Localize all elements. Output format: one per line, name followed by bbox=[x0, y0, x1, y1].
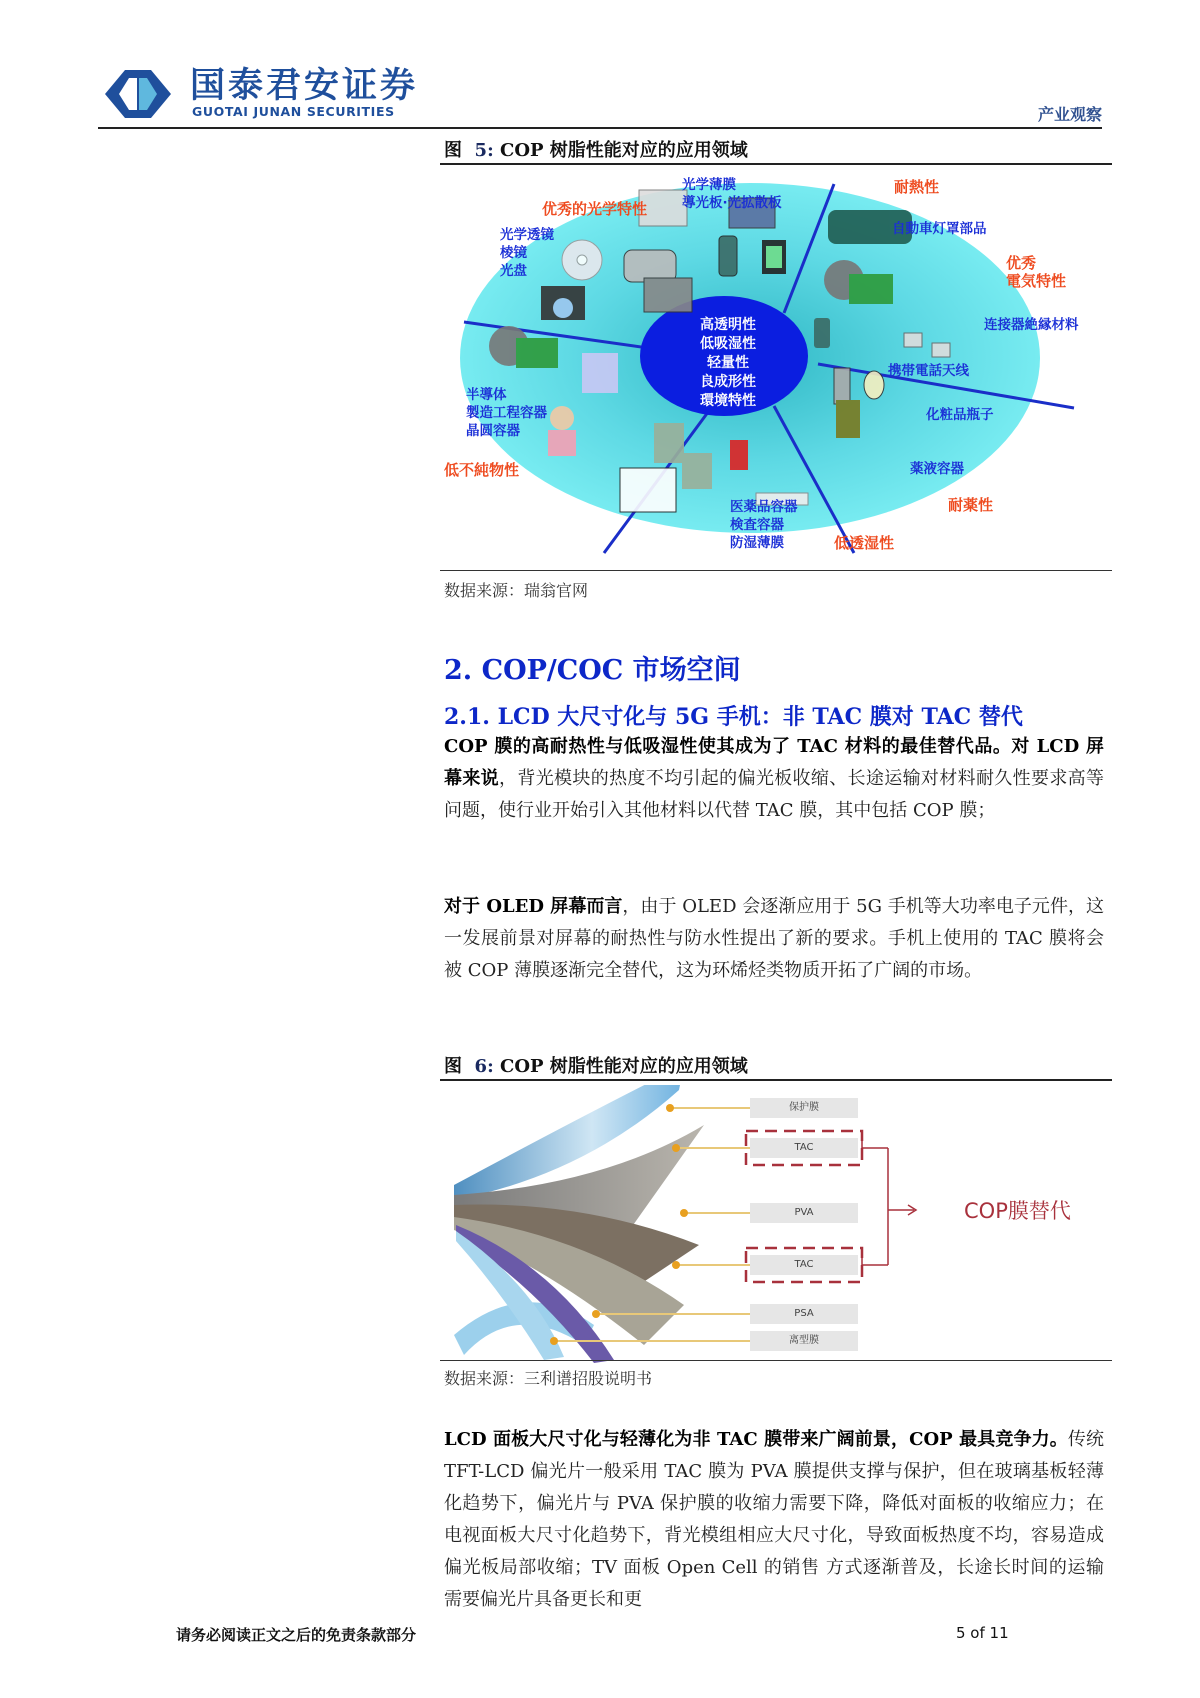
core-properties: 高透明性 低吸湿性 轻量性 良成形性 環境特性 bbox=[700, 317, 756, 409]
brand-name-cn: 国泰君安证券 bbox=[190, 66, 419, 106]
figure5-bottom-rule bbox=[440, 570, 1112, 571]
label-process-container: 製造工程容器 bbox=[466, 405, 547, 421]
label-moisture-film: 防湿薄膜 bbox=[730, 535, 784, 551]
label-prism: 棱镜 bbox=[500, 245, 527, 261]
label-auto-lamp: 自動車灯罩部品 bbox=[892, 221, 987, 237]
footer-disclaimer: 请务必阅读正文之后的免责条款部分 bbox=[176, 1626, 417, 1644]
label-optical-property: 优秀的光学特性 bbox=[542, 200, 648, 218]
figure5-top-rule bbox=[440, 163, 1112, 165]
subsection-heading: 2.1. LCD 大尺寸化与 5G 手机：非 TAC 膜对 TAC 替代 bbox=[444, 704, 1023, 730]
figure6-top-rule bbox=[440, 1079, 1112, 1081]
label-electrical-property: 電気特性 bbox=[1006, 272, 1067, 290]
layer-tac-bottom: TAC bbox=[750, 1255, 858, 1275]
layer-protective-film: 保护膜 bbox=[750, 1098, 858, 1118]
cop-replacement-label: COP膜替代 bbox=[964, 1199, 1071, 1223]
label-antenna: 携帯電話天线 bbox=[888, 363, 969, 379]
label-semiconductor: 半導体 bbox=[466, 387, 507, 403]
label-optical-disc: 光盘 bbox=[500, 263, 527, 279]
figure5-source: 数据来源：瑞翁官网 bbox=[444, 581, 589, 600]
label-chemical-resistance: 耐薬性 bbox=[948, 496, 994, 514]
label-liquid-container: 薬液容器 bbox=[910, 461, 964, 477]
paragraph-oled: 对于 OLED 屏幕而言，由于 OLED 会逐渐应用于 5G 手机等大功率电子元件，这一发展前景对屏幕的耐热性与防水性提出了新的要求。手机上使用的 TAC 膜将会被 COP 薄膜逐渐完全替代，这为环烯烃类物质开拓了广阔的市场。 bbox=[444, 896, 1105, 981]
figure6-bottom-rule bbox=[440, 1360, 1112, 1361]
label-heat-resistance: 耐熱性 bbox=[894, 178, 940, 196]
layer-psa: PSA bbox=[750, 1304, 858, 1324]
brand-logo-icon bbox=[103, 68, 173, 120]
label-connector: 连接器絶縁材料 bbox=[984, 317, 1079, 333]
page-number: 5 of 11 bbox=[956, 1624, 1009, 1642]
label-excellent: 优秀 bbox=[1006, 254, 1037, 272]
figure6-diagram bbox=[444, 1085, 1112, 1363]
paragraph-lcd-panel: LCD 面板大尺寸化与轻薄化为非 TAC 膜带来广阔前景，COP 最具竞争力。传统 TFT-LCD 偏光片一般采用 TAC 膜为 PVA 膜提供支撑与保护，但在玻璃基板轻薄化趋势下，偏光片与 PVA 保护膜的收缩力需要下降，降低对面板的收缩应力；在电视面板大尺寸化趋势下，背光模组相应大尺寸化，导致面板热度不均，容易造成偏光板局部收缩；TV 面板 Open Cell 的销售 方式逐渐普及，长途长时间的运输需要偏光片具备更长和更 bbox=[444, 1429, 1105, 1610]
figure6-source: 数据来源：三利谱招股说明书 bbox=[444, 1369, 653, 1388]
label-wafer-container: 晶圆容器 bbox=[466, 423, 520, 439]
label-low-moisture-permeability: 低透湿性 bbox=[834, 534, 895, 552]
section-tag: 产业观察 bbox=[1037, 105, 1102, 124]
layer-release-film: 离型膜 bbox=[750, 1331, 858, 1351]
label-optical-lens: 光学透镜 bbox=[500, 227, 554, 243]
label-low-impurity: 低不純物性 bbox=[444, 461, 520, 479]
figure5-caption: 图 5: COP 树脂性能对应的应用领域 bbox=[444, 140, 748, 161]
label-light-guide: 導光板·光拡散板 bbox=[682, 195, 782, 211]
header-divider bbox=[98, 127, 1102, 129]
layer-pva: PVA bbox=[750, 1203, 858, 1223]
label-optical-film: 光学薄膜 bbox=[682, 177, 736, 193]
label-cosmetic-bottle: 化粧品瓶子 bbox=[926, 407, 994, 423]
label-test-container: 検査容器 bbox=[730, 517, 784, 533]
figure5-diagram bbox=[444, 168, 1112, 568]
section-heading: 2. COP/COC 市场空间 bbox=[444, 655, 741, 686]
brand-name-en: GUOTAI JUNAN SECURITIES bbox=[192, 104, 395, 119]
label-medicine-container: 医薬品容器 bbox=[730, 499, 798, 515]
layer-tac-top: TAC bbox=[750, 1138, 858, 1158]
figure6-caption: 图 6: COP 树脂性能对应的应用领域 bbox=[444, 1056, 748, 1077]
paragraph-lcd: COP 膜的高耐热性与低吸湿性使其成为了 TAC 材料的最佳替代品。对 LCD 屏幕来说，背光模块的热度不均引起的偏光板收缩、长途运输对材料耐久性要求高等问题，使行业开始引入其他材料以代替 TAC 膜，其中包括 COP 膜； bbox=[444, 736, 1104, 821]
